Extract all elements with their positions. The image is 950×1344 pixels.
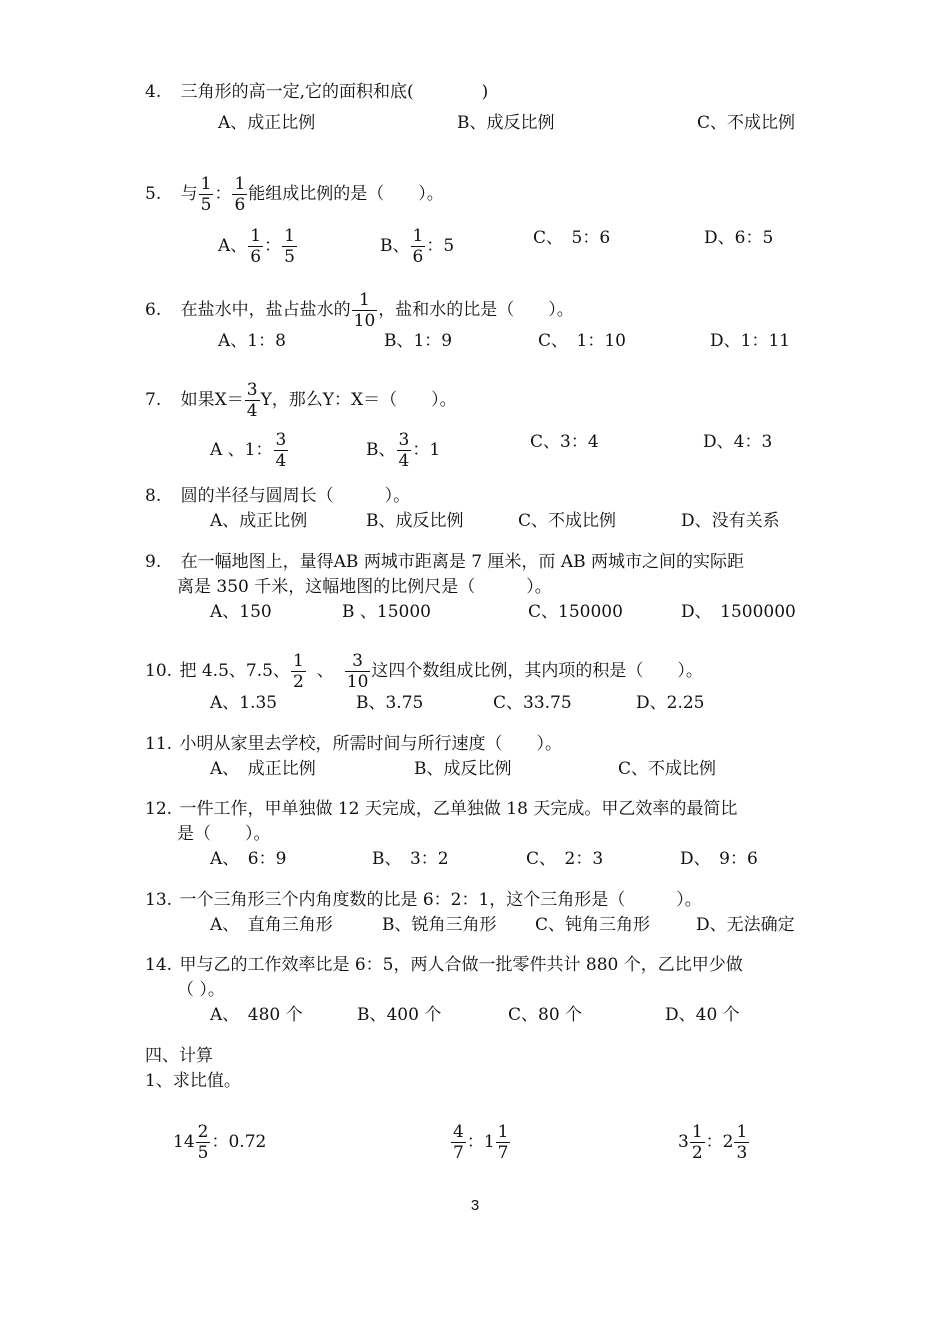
question-10: 10. 把 4.5、7.5、 $\frac{1}{2}$ 、 $\frac{3}{10}$ 这四个数组成比例，其内项的积是（ ）。 — [145, 651, 703, 692]
option-a: A、 6：9 — [210, 849, 287, 869]
question-13 — [145, 888, 702, 912]
question-stem: 小明从家里去学校，所需时间与所行速度（ ）。 — [179, 734, 562, 754]
question-stem: 圆的半径与圆周长（ ）。 — [180, 486, 411, 506]
question-4 — [145, 80, 488, 104]
question-stem: 一件工作，甲单独做 12 天完成，乙单独做 18 天完成。甲乙效率的最简比 — [179, 799, 738, 819]
page-number: 3 — [470, 1197, 480, 1214]
fraction: $\frac{1}{5}$ — [200, 174, 212, 215]
question-12 — [145, 797, 737, 821]
option-b: B、 $\frac{3}{4}$ ：1 — [366, 430, 441, 471]
option-a: A、成正比例 — [218, 113, 316, 133]
option-b: B、成反比例 — [457, 113, 555, 133]
option-d: D、4：3 — [703, 432, 773, 452]
option-d: D、 1500000 — [681, 602, 796, 622]
option-c: C、 2：3 — [526, 849, 604, 869]
fraction: $\frac{3}{10}$ — [346, 651, 369, 692]
question-number: 5. — [145, 184, 162, 204]
option-c: C、 5：6 — [533, 228, 611, 248]
option-b: B 、15000 — [342, 602, 431, 622]
option-b: B、成反比例 — [366, 511, 464, 531]
option-b: B、锐角三角形 — [382, 915, 497, 935]
question-number: 10. — [145, 661, 173, 681]
option-c: C、150000 — [528, 602, 623, 622]
section-subtitle: 1、求比值。 — [145, 1071, 241, 1091]
option-d: D、1：11 — [710, 331, 791, 351]
question-stem-continued: 是（ ）。 — [177, 824, 271, 844]
question-number: 7. — [145, 390, 162, 410]
option-a: A、成正比例 — [210, 511, 308, 531]
option-c: C、不成比例 — [618, 759, 717, 779]
question-stem-continued: 离是 350 千米，这幅地图的比例尺是（ ）。 — [177, 577, 552, 597]
question-number: 6. — [145, 300, 162, 320]
question-number: 9. — [145, 552, 162, 572]
option-c: C、3：4 — [530, 432, 599, 452]
question-number: 11. — [145, 734, 173, 754]
option-a: A、 成正比例 — [210, 759, 316, 779]
question-number: 13. — [145, 890, 173, 910]
option-b: B、成反比例 — [414, 759, 512, 779]
option-b: B、 $\frac{1}{6}$ ：5 — [380, 226, 455, 267]
option-c: C、80 个 — [508, 1005, 583, 1025]
calc-expression-3: 3 $\frac{1}{2}$ ：2 $\frac{1}{3}$ — [678, 1122, 748, 1163]
fraction: $\frac{3}{4}$ — [246, 380, 258, 421]
option-a: A、 480 个 — [210, 1005, 303, 1025]
question-stem: 甲与乙的工作效率比是 6：5，两人合做一批零件共计 880 个，乙比甲少做 — [179, 955, 743, 975]
question-number: 4. — [145, 82, 162, 102]
option-c: C、 1：10 — [538, 331, 626, 351]
option-b: B、 3：2 — [372, 849, 449, 869]
question-5: 5. 与 $\frac{1}{5}$ ： $\frac{1}{6}$ 能组成比例的是（ ）。 — [145, 174, 444, 215]
option-b: B、1：9 — [384, 331, 453, 351]
option-d: D、无法确定 — [696, 915, 795, 935]
option-a: A、1：8 — [218, 331, 286, 351]
question-14 — [145, 953, 743, 977]
fraction: $\frac{1}{10}$ — [353, 290, 376, 331]
question-8 — [145, 484, 410, 508]
option-a: A、1.35 — [210, 693, 278, 713]
option-b: B、3.75 — [356, 693, 424, 713]
question-stem: 三角形的高一定,它的面积和底( ) — [180, 82, 489, 102]
option-d: D、6：5 — [704, 228, 774, 248]
fraction: $\frac{1}{6}$ — [234, 174, 246, 215]
question-number: 14. — [145, 955, 173, 975]
question-7: 7. 如果X＝ $\frac{3}{4}$ Y，那么Y：X＝（ ）。 — [145, 380, 457, 421]
option-d: D、没有关系 — [681, 511, 780, 531]
calc-expression-1: 14 $\frac{2}{5}$ ：0.72 — [173, 1122, 267, 1163]
option-a: A、 $\frac{1}{6}$ ： $\frac{1}{5}$ — [218, 226, 295, 267]
option-a: A、150 — [210, 602, 272, 622]
calc-expression-2: $\frac{4}{7}$ ：1 $\frac{1}{7}$ — [453, 1122, 509, 1163]
option-a: A、 直角三角形 — [210, 915, 333, 935]
section-title: 四、计算 — [145, 1046, 213, 1066]
option-c: C、不成比例 — [697, 113, 796, 133]
question-number: 8. — [145, 486, 162, 506]
option-c: C、33.75 — [493, 693, 572, 713]
question-stem: 在一幅地图上，量得AB 两城市距离是 7 厘米，而 AB 两城市之间的实际距 — [180, 552, 745, 572]
option-d: D、40 个 — [665, 1005, 740, 1025]
question-6: 6. 在盐水中，盐占盐水的 $\frac{1}{10}$ ，盐和水的比是（ ）。 — [145, 290, 574, 331]
option-c: C、钝角三角形 — [535, 915, 651, 935]
option-d: D、2.25 — [636, 693, 705, 713]
question-stem-continued: （ ）。 — [177, 980, 225, 1000]
question-11 — [145, 732, 562, 756]
question-number: 12. — [145, 799, 173, 819]
option-d: D、 9：6 — [680, 849, 758, 869]
question-9 — [145, 550, 744, 574]
question-stem: 一个三角形三个内角度数的比是 6：2：1，这个三角形是（ ）。 — [179, 890, 702, 910]
option-b: B、400 个 — [357, 1005, 442, 1025]
option-a: A 、1： $\frac{3}{4}$ — [210, 430, 287, 471]
fraction: $\frac{1}{2}$ — [292, 651, 304, 692]
option-c: C、不成比例 — [518, 511, 617, 531]
